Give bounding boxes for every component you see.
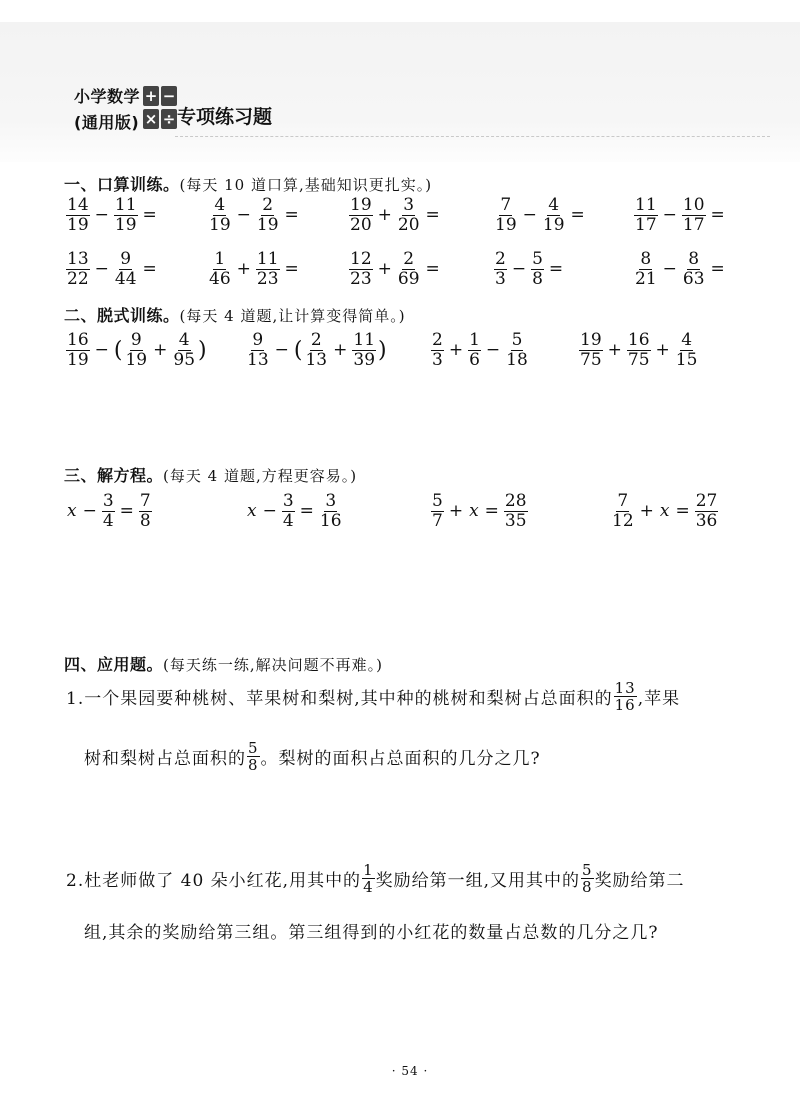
fraction (304, 331, 328, 370)
oral-problem (493, 196, 589, 235)
problem-text: 。梨树的面积占总面积的几分之几? (260, 749, 541, 769)
equation-problem (430, 492, 529, 531)
denominator: 23 (350, 269, 372, 289)
operator: + (333, 340, 348, 360)
oral-problem (207, 196, 303, 235)
fraction (675, 331, 699, 370)
stepwise-problem (430, 331, 530, 370)
fraction (208, 250, 232, 289)
numerator: 5 (532, 249, 543, 269)
numerator: 5 (248, 739, 259, 757)
denominator: 6 (469, 350, 480, 370)
numerator: 19 (580, 330, 602, 350)
denominator: 16 (319, 511, 342, 531)
numerator: 7 (139, 491, 151, 511)
denominator: 19 (67, 350, 89, 370)
operator: + (377, 259, 392, 279)
denominator: 75 (627, 350, 650, 370)
operator: − (662, 205, 677, 225)
fraction (397, 250, 421, 289)
section-title-stepwise (64, 303, 406, 326)
problem-2-line-2 (84, 918, 659, 943)
numerator: 13 (67, 249, 89, 269)
header-divider (175, 136, 770, 137)
denominator: 20 (350, 215, 372, 235)
denominator: 8 (532, 269, 543, 289)
operator: − (94, 340, 109, 360)
fraction (579, 331, 603, 370)
section-note: (每天 10 道口算,基础知识更扎实。) (179, 176, 433, 194)
operator: − (662, 259, 677, 279)
operator: = (299, 501, 314, 521)
operator: = (142, 259, 157, 279)
variable: x (67, 501, 77, 521)
operator: − (262, 501, 277, 521)
fraction (139, 492, 152, 531)
parenthesis: ( (113, 337, 123, 363)
problem-text: 奖励给第一组,又用其中的 (375, 871, 581, 891)
oral-problem (65, 250, 161, 289)
operator: − (94, 205, 109, 225)
problem-text: 组,其余的奖励给第三组。第三组得到的小红花的数量占总数的几分之几? (84, 923, 659, 943)
fraction (124, 331, 148, 370)
denominator: 19 (256, 215, 279, 235)
fraction (349, 196, 373, 235)
parenthesis: ( (293, 337, 303, 363)
fraction (431, 331, 444, 370)
numerator: 5 (432, 491, 443, 511)
numerator: 13 (614, 679, 636, 697)
operator: + (448, 501, 464, 521)
denominator: 95 (173, 350, 196, 370)
numerator: 9 (120, 249, 132, 269)
denominator: 17 (635, 215, 657, 235)
operator: = (710, 205, 725, 225)
operator: − (82, 501, 97, 521)
page-title: 专项练习题 (177, 106, 273, 128)
fraction (247, 740, 260, 773)
numerator: 3 (282, 491, 294, 511)
numerator: 19 (350, 195, 372, 215)
denominator: 17 (682, 215, 705, 235)
fraction (66, 196, 90, 235)
problem-1-line-2 (84, 740, 541, 773)
oral-problem (65, 196, 161, 235)
denominator: 18 (506, 350, 528, 370)
fraction (256, 250, 280, 289)
section-note: (每天练一练,解决问题不再难。) (163, 656, 383, 674)
numerator: 9 (130, 330, 142, 350)
fraction (66, 250, 90, 289)
numerator: 11 (635, 195, 657, 215)
oral-problem (348, 250, 444, 289)
fraction (172, 331, 196, 370)
operator: − (274, 340, 289, 360)
numerator: 16 (627, 330, 650, 350)
denominator: 69 (397, 269, 420, 289)
numerator: 2 (403, 249, 415, 269)
numerator: 16 (67, 330, 89, 350)
operator: = (484, 501, 499, 521)
operator: = (675, 501, 690, 521)
fraction (352, 331, 376, 370)
problem-text: ,苹果 (637, 689, 681, 709)
numerator: 8 (688, 249, 700, 269)
oral-problem (207, 250, 303, 289)
fraction (114, 250, 138, 289)
equation-problem (610, 492, 719, 531)
denominator: 46 (209, 269, 231, 289)
operator: = (570, 205, 585, 225)
fraction (682, 196, 706, 235)
series-line1: 小学数学 (74, 87, 141, 106)
numerator: 4 (178, 330, 190, 350)
operator: + (377, 205, 392, 225)
operator: = (710, 259, 725, 279)
operator: + (448, 340, 464, 360)
fraction (634, 196, 658, 235)
operator: = (425, 205, 440, 225)
operator: = (284, 205, 299, 225)
denominator: 3 (432, 350, 443, 370)
numerator: 3 (403, 195, 415, 215)
oral-problem (493, 250, 567, 289)
section-title-word-problems (64, 652, 383, 675)
denominator: 44 (114, 269, 137, 289)
operator: − (236, 205, 251, 225)
section-note: (每天 4 道题,方程更容易。) (163, 467, 358, 485)
fraction (431, 492, 444, 531)
numerator: 1 (363, 861, 374, 879)
numerator: 4 (214, 195, 226, 215)
fraction (397, 196, 421, 235)
fraction (614, 680, 637, 713)
numerator: 12 (350, 249, 372, 269)
numerator: 9 (252, 330, 264, 350)
numerator: 5 (582, 861, 593, 879)
section-head: 四、应用题。 (64, 655, 164, 674)
numerator: 2 (495, 249, 506, 269)
fraction (531, 250, 544, 289)
denominator: 19 (495, 215, 517, 235)
series-line2: (通用版) (74, 113, 140, 132)
numerator: 2 (432, 330, 443, 350)
denominator: 4 (282, 511, 294, 531)
denominator: 19 (209, 215, 231, 235)
denominator: 8 (248, 756, 259, 774)
denominator: 22 (67, 269, 89, 289)
denominator: 7 (432, 511, 443, 531)
fraction (682, 250, 706, 289)
oral-problem (348, 196, 444, 235)
operator: + (639, 501, 654, 521)
denominator: 15 (675, 350, 698, 370)
fraction (627, 331, 651, 370)
numerator: 7 (617, 491, 629, 511)
denominator: 19 (542, 215, 565, 235)
problem-2-line-1 (66, 862, 685, 895)
denominator: 8 (582, 878, 593, 896)
fraction (611, 492, 635, 531)
numerator: 2 (310, 330, 322, 350)
denominator: 20 (397, 215, 420, 235)
denominator: 19 (67, 215, 89, 235)
numerator: 8 (640, 249, 652, 269)
operator: + (153, 340, 168, 360)
problem-1-line-1 (66, 680, 680, 713)
operator: = (284, 259, 299, 279)
fraction (208, 196, 232, 235)
divide-icon: ÷ (162, 110, 176, 128)
fraction (494, 196, 518, 235)
operator: = (425, 259, 440, 279)
numerator: 7 (500, 195, 512, 215)
denominator: 4 (102, 511, 114, 531)
operator: − (94, 259, 109, 279)
fraction (246, 331, 270, 370)
numerator: 28 (504, 491, 527, 511)
operator: + (655, 340, 670, 360)
numerator: 3 (102, 491, 114, 511)
problem-text: 奖励给第二 (594, 871, 685, 891)
section-head: 三、解方程。 (64, 466, 164, 485)
section-note: (每天 4 道题,让计算变得简单。) (179, 307, 406, 325)
fraction (349, 250, 373, 289)
denominator: 23 (256, 269, 279, 289)
numerator: 14 (67, 195, 89, 215)
denominator: 12 (612, 511, 634, 531)
section-title-equations (64, 463, 357, 486)
fraction (695, 492, 719, 531)
numerator: 1 (469, 330, 480, 350)
denominator: 13 (247, 350, 269, 370)
numerator: 4 (681, 330, 693, 350)
minus-icon: − (162, 87, 176, 105)
fraction (102, 492, 115, 531)
denominator: 39 (353, 350, 376, 370)
variable: x (247, 501, 257, 521)
operator: − (511, 259, 527, 279)
oral-problem (633, 196, 729, 235)
numerator: 11 (114, 195, 137, 215)
operator: = (142, 205, 157, 225)
section-head: 二、脱式训练。 (64, 306, 180, 325)
numerator: 11 (256, 249, 279, 269)
fraction (634, 250, 658, 289)
section-title-oral (64, 172, 432, 195)
fraction (319, 492, 343, 531)
fraction (505, 331, 529, 370)
section-head: 一、口算训练。 (64, 175, 180, 194)
denominator: 63 (682, 269, 705, 289)
variable: x (659, 501, 670, 521)
series-label (74, 84, 144, 136)
stepwise-problem (578, 331, 699, 370)
variable: x (469, 501, 479, 521)
fraction (494, 250, 507, 289)
operator: + (236, 259, 251, 279)
denominator: 19 (114, 215, 137, 235)
operator: = (119, 501, 134, 521)
numerator: 27 (695, 491, 718, 511)
operator: + (607, 340, 622, 360)
operator: − (485, 340, 501, 360)
equation-problem (245, 492, 344, 531)
fraction (362, 862, 375, 895)
numerator: 11 (353, 330, 376, 350)
denominator: 36 (695, 511, 718, 531)
fraction (504, 492, 528, 531)
denominator: 3 (495, 269, 506, 289)
problem-text: 2.杜老师做了 40 朵小红花,用其中的 (66, 871, 362, 891)
fraction (282, 492, 295, 531)
problem-text: 1.一个果园要种桃树、苹果树和梨树,其中种的桃树和梨树占总面积的 (66, 689, 613, 709)
denominator: 19 (125, 350, 148, 370)
denominator: 75 (580, 350, 602, 370)
parenthesis: ) (198, 337, 207, 363)
operator: − (522, 205, 537, 225)
numerator: 1 (214, 249, 226, 269)
fraction (581, 862, 594, 895)
plus-icon: + (144, 87, 158, 105)
stepwise-problem (65, 331, 208, 370)
operator-icons (143, 86, 179, 134)
denominator: 35 (504, 511, 527, 531)
denominator: 21 (635, 269, 657, 289)
times-icon: × (144, 110, 158, 128)
page-number: · 54 · (391, 1064, 429, 1078)
equation-problem (65, 492, 153, 531)
problem-text: 树和梨树占总面积的 (84, 749, 246, 769)
oral-problem (633, 250, 729, 289)
parenthesis: ) (378, 337, 387, 363)
numerator: 5 (511, 330, 523, 350)
fraction (66, 331, 90, 370)
denominator: 8 (139, 511, 151, 531)
numerator: 10 (682, 195, 705, 215)
stepwise-problem (245, 331, 388, 370)
denominator: 16 (614, 696, 636, 714)
fraction (542, 196, 566, 235)
numerator: 4 (548, 195, 560, 215)
denominator: 13 (305, 350, 328, 370)
fraction (256, 196, 280, 235)
fraction (468, 331, 481, 370)
operator: = (548, 259, 564, 279)
fraction (114, 196, 138, 235)
numerator: 3 (325, 491, 337, 511)
numerator: 2 (262, 195, 274, 215)
denominator: 4 (363, 878, 374, 896)
